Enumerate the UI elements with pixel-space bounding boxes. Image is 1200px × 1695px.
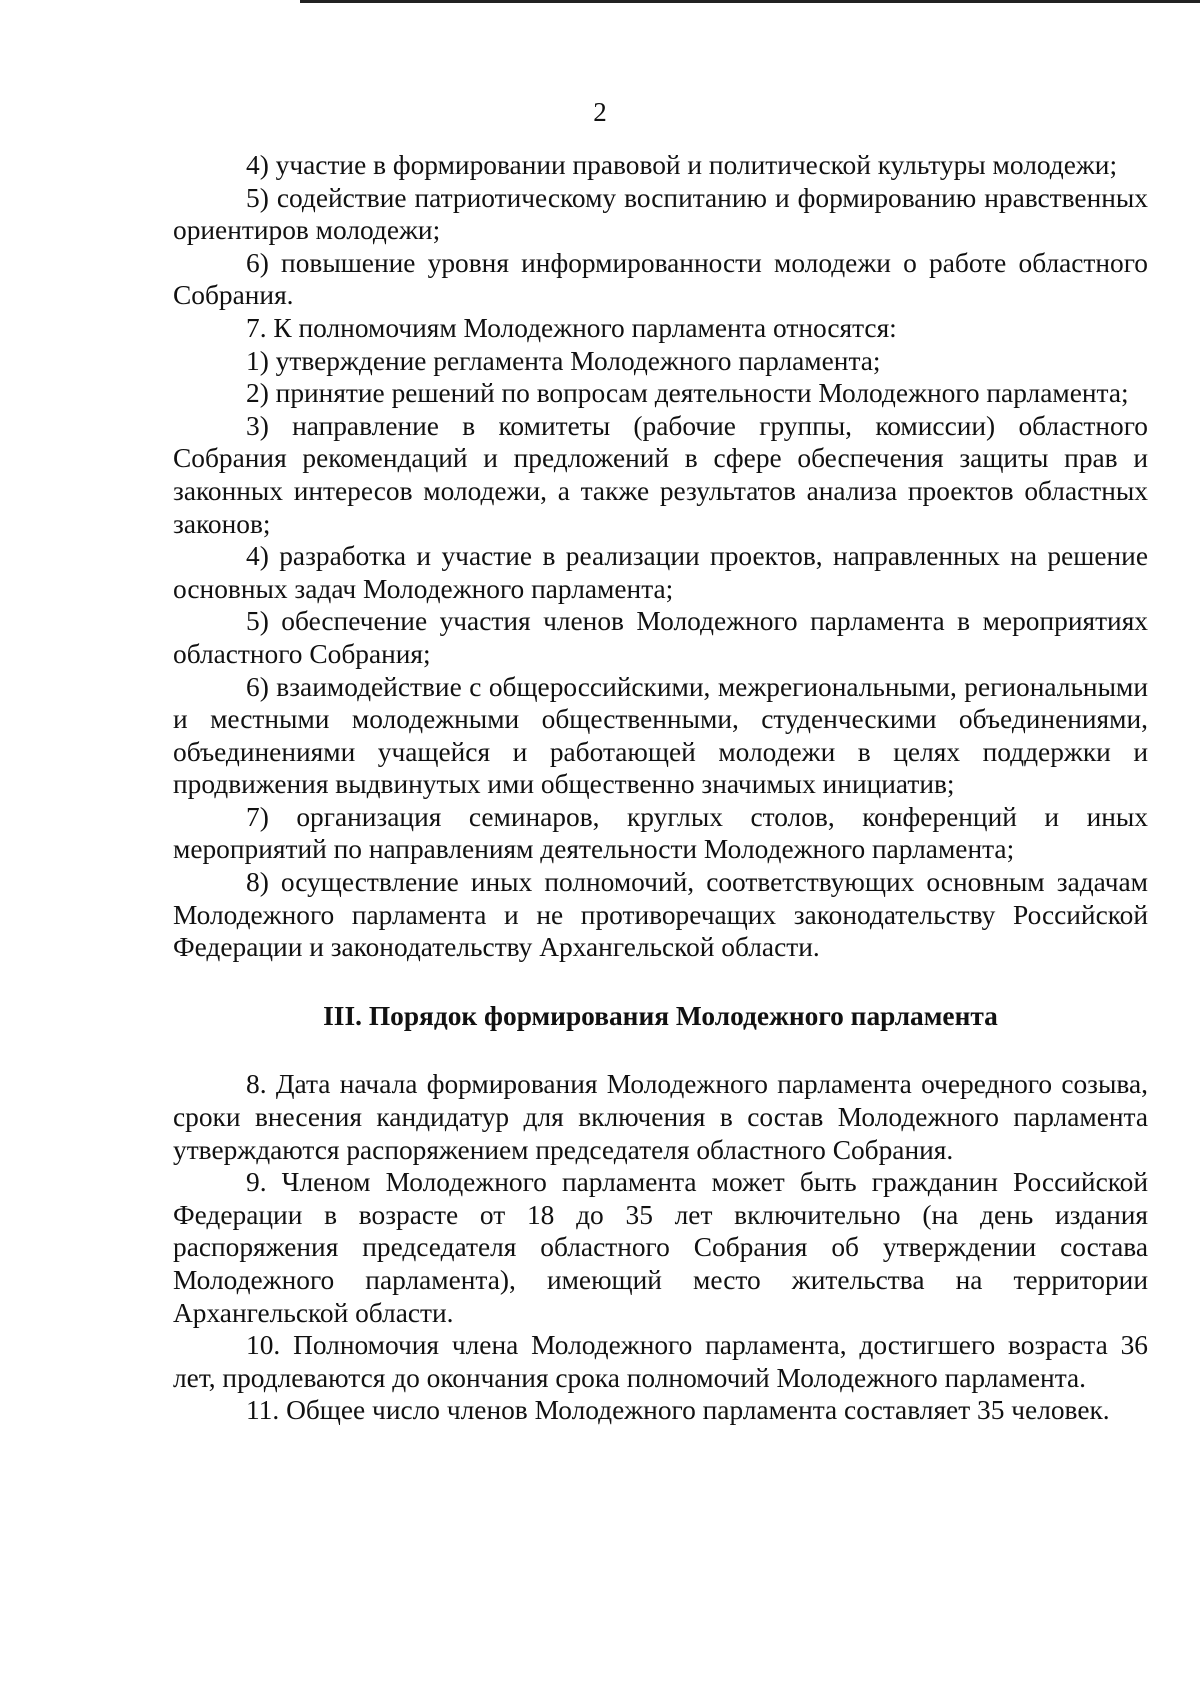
list-item: 6) взаимодействие с общероссийскими, межрегиональными, региональными и местными молодежными общественными, студенческими объединениями, объединениями учащейся и работающей молодежи в целях поддержки и продвижения выдвинутых ими общественно значимых инициатив; [173, 671, 1148, 800]
clause-paragraph: 9. Членом Молодежного парламента может быть гражданин Российской Федерации в возрасте от 18 до 35 лет включительно (на день издания распоряжения председателя областного Собрания об утверждении состава Молодежного парламента), имеющий место жительства на территории Архангельской области. [173, 1167, 1148, 1328]
list-item: 2) принятие решений по вопросам деятельности Молодежного парламента; [246, 378, 1129, 409]
clause-paragraph: 8. Дата начала формирования Молодежного парламента очередного созыва, сроки внесения кандидатур для включения в состав Молодежного парламента утверждаются распоряжением председателя областного Собрания. [173, 1069, 1148, 1165]
section-heading: III. Порядок формирования Молодежного парламента [323, 1000, 998, 1031]
document-body [173, 149, 1148, 1427]
clause-paragraph: 10. Полномочия члена Молодежного парламента, достигшего возраста 36 лет, продлеваются до окончания срока полномочий Молодежного парламента. [173, 1330, 1148, 1393]
page-top-edge-line [300, 0, 1200, 3]
list-item: 5) обеспечение участия членов Молодежного парламента в мероприятиях областного Собрания; [173, 606, 1148, 669]
list-item: 7) организация семинаров, круглых столов, конференций и иных мероприятий по направлениям деятельности Молодежного парламента; [173, 801, 1148, 865]
list-item: 3) направление в комитеты (рабочие группы, комиссии) областного Собрания рекомендаций и предложений в сфере обеспечения защиты прав и законных интересов молодежи, а также результатов анализа проектов областных законов; [173, 410, 1148, 539]
list-item: 1) утверждение регламента Молодежного парламента; [246, 345, 881, 376]
list-item: 4) разработка и участие в реализации проектов, направленных на решение основных задач Молодежного парламента; [173, 541, 1148, 604]
list-item: 5) содействие патриотическому воспитанию и формированию нравственных ориентиров молодежи; [173, 182, 1148, 246]
list-item: 4) участие в формировании правовой и политической культуры молодежи; [246, 150, 1118, 180]
list-item: 8) осуществление иных полномочий, соответствующих основным задачам Молодежного парламента и не противоречащих законодательству Российской Федерации и законодательству Архангельской области. [173, 867, 1148, 963]
list-item: 6) повышение уровня информированности молодежи о работе областного Собрания. [173, 247, 1148, 311]
clause-paragraph: 7. К полномочиям Молодежного парламента относятся: [246, 312, 897, 343]
page-number: 2 [593, 97, 607, 127]
clause-paragraph: 11. Общее число членов Молодежного парламента составляет 35 человек. [246, 1395, 1110, 1426]
